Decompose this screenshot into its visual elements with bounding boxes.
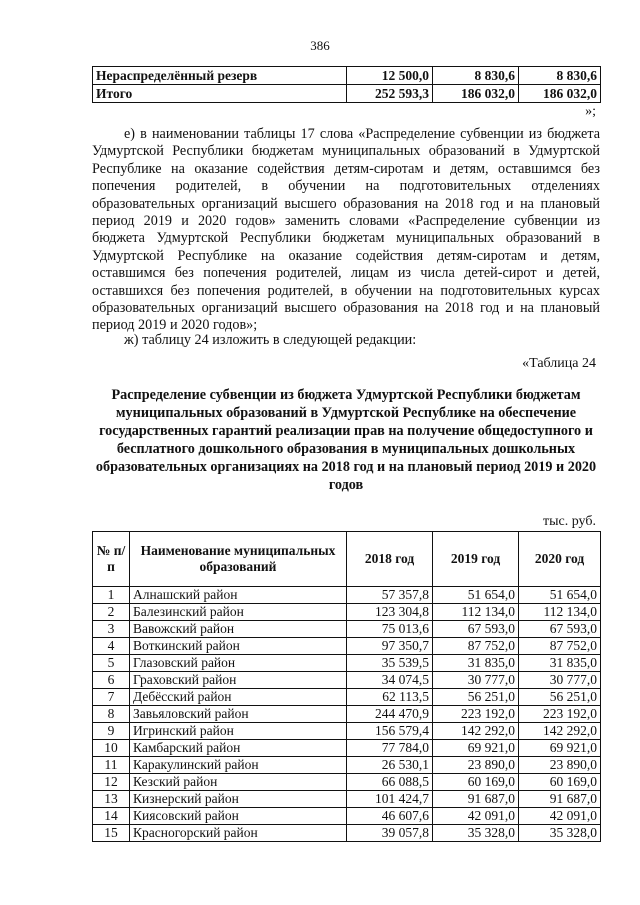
district-name-cell: Воткинский район xyxy=(130,638,347,655)
table-row xyxy=(93,740,601,757)
district-name-cell: Киясовский район xyxy=(130,808,347,825)
table-row xyxy=(93,757,601,774)
value-2019-cell: 42 091,0 xyxy=(433,808,519,825)
value-2020-cell: 142 292,0 xyxy=(519,723,601,740)
header-2018: 2018 год xyxy=(347,532,433,587)
table-body xyxy=(93,587,601,842)
value-2020-cell: 56 251,0 xyxy=(519,689,601,706)
page-number: 386 xyxy=(310,38,330,53)
district-name-cell: Балезинский район xyxy=(130,604,347,621)
number-cell: 11 xyxy=(93,757,130,774)
row-name-cell: Итого xyxy=(93,85,347,103)
table-row xyxy=(93,587,601,604)
value-2018-cell: 57 357,8 xyxy=(347,587,433,604)
header-2020: 2020 год xyxy=(519,532,601,587)
number-cell: 7 xyxy=(93,689,130,706)
value-2018-cell: 156 579,4 xyxy=(347,723,433,740)
value-2018-cell: 35 539,5 xyxy=(347,655,433,672)
table-row xyxy=(93,808,601,825)
units-label: тыс. руб. xyxy=(543,514,596,529)
value-2020-cell: 23 890,0 xyxy=(519,757,601,774)
value-2020-cell: 31 835,0 xyxy=(519,655,601,672)
value-2020-cell: 60 169,0 xyxy=(519,774,601,791)
district-name-cell: Вавожский район xyxy=(130,621,347,638)
value-2020-cell: 186 032,0 xyxy=(519,85,601,103)
table-row xyxy=(93,655,601,672)
district-name-cell: Глазовский район xyxy=(130,655,347,672)
value-2019-cell: 30 777,0 xyxy=(433,672,519,689)
district-name-cell: Кезский район xyxy=(130,774,347,791)
paragraph-zh: ж) таблицу 24 изложить в следующей редакции: xyxy=(124,332,417,348)
closing-quote: »; xyxy=(585,104,596,119)
value-2019-cell: 60 169,0 xyxy=(433,774,519,791)
district-name-cell: Каракулинский район xyxy=(130,757,347,774)
value-2020-cell: 112 134,0 xyxy=(519,604,601,621)
value-2019-cell: 67 593,0 xyxy=(433,621,519,638)
number-cell: 1 xyxy=(93,587,130,604)
header-name: Наименование муниципальных образований xyxy=(130,532,347,587)
table-number-label: «Таблица 24 xyxy=(522,356,596,371)
district-name-cell: Завьяловский район xyxy=(130,706,347,723)
value-2019-cell: 87 752,0 xyxy=(433,638,519,655)
table-row xyxy=(93,723,601,740)
table-title: Распределение субвенции из бюджета Удмуртской Республики бюджетам муниципальных образований в Удмуртской Республике на обеспечение государственных гарантий реализации прав на получение общедоступного и бесплатного дошкольного образования в муниципальных дошкольных образовательных организациях на 2018 год и на плановый период 2019 и 2020 годов xyxy=(95,387,597,493)
value-2020-cell: 69 921,0 xyxy=(519,740,601,757)
number-cell: 14 xyxy=(93,808,130,825)
table-row xyxy=(93,774,601,791)
subvention-table xyxy=(92,531,601,842)
number-cell: 3 xyxy=(93,621,130,638)
value-2018-cell: 101 424,7 xyxy=(347,791,433,808)
value-2020-cell: 87 752,0 xyxy=(519,638,601,655)
value-2019-cell: 142 292,0 xyxy=(433,723,519,740)
value-2019-cell: 69 921,0 xyxy=(433,740,519,757)
value-2018-cell: 97 350,7 xyxy=(347,638,433,655)
value-2019-cell: 91 687,0 xyxy=(433,791,519,808)
value-2019-cell: 56 251,0 xyxy=(433,689,519,706)
number-cell: 9 xyxy=(93,723,130,740)
value-2019-cell: 112 134,0 xyxy=(433,604,519,621)
value-2020-cell: 67 593,0 xyxy=(519,621,601,638)
value-2018-cell: 252 593,3 xyxy=(347,85,433,103)
district-name-cell: Алнашский район xyxy=(130,587,347,604)
row-name-cell: Нераспределённый резерв xyxy=(93,67,347,85)
table-row xyxy=(93,604,601,621)
value-2019-cell: 8 830,6 xyxy=(433,67,519,85)
district-name-cell: Дебёсский район xyxy=(130,689,347,706)
value-2018-cell: 77 784,0 xyxy=(347,740,433,757)
district-name-cell: Красногорский район xyxy=(130,825,347,842)
value-2018-cell: 62 113,5 xyxy=(347,689,433,706)
table-row xyxy=(93,85,601,103)
value-2018-cell: 26 530,1 xyxy=(347,757,433,774)
value-2018-cell: 244 470,9 xyxy=(347,706,433,723)
table-row xyxy=(93,689,601,706)
value-2020-cell: 30 777,0 xyxy=(519,672,601,689)
district-name-cell: Кизнерский район xyxy=(130,791,347,808)
number-cell: 15 xyxy=(93,825,130,842)
value-2020-cell: 91 687,0 xyxy=(519,791,601,808)
table-row xyxy=(93,672,601,689)
table-header-row xyxy=(93,532,601,587)
table-row xyxy=(93,638,601,655)
value-2018-cell: 123 304,8 xyxy=(347,604,433,621)
number-cell: 5 xyxy=(93,655,130,672)
reserve-total-table xyxy=(92,66,601,103)
header-number: № п/п xyxy=(93,532,130,587)
table-row xyxy=(93,621,601,638)
value-2020-cell: 223 192,0 xyxy=(519,706,601,723)
number-cell: 2 xyxy=(93,604,130,621)
number-cell: 4 xyxy=(93,638,130,655)
value-2019-cell: 35 328,0 xyxy=(433,825,519,842)
value-2019-cell: 31 835,0 xyxy=(433,655,519,672)
value-2020-cell: 51 654,0 xyxy=(519,587,601,604)
table-row xyxy=(93,791,601,808)
value-2019-cell: 51 654,0 xyxy=(433,587,519,604)
value-2019-cell: 23 890,0 xyxy=(433,757,519,774)
value-2020-cell: 35 328,0 xyxy=(519,825,601,842)
value-2020-cell: 8 830,6 xyxy=(519,67,601,85)
header-2019: 2019 год xyxy=(433,532,519,587)
table-row xyxy=(93,706,601,723)
value-2018-cell: 39 057,8 xyxy=(347,825,433,842)
table-row xyxy=(93,825,601,842)
value-2020-cell: 42 091,0 xyxy=(519,808,601,825)
number-cell: 12 xyxy=(93,774,130,791)
value-2018-cell: 34 074,5 xyxy=(347,672,433,689)
value-2018-cell: 75 013,6 xyxy=(347,621,433,638)
paragraph-e: е) в наименовании таблицы 17 слова «Распределение субвенции из бюджета Удмуртской Республики бюджетам муниципальных образований в Удмуртской Республике на оказание содействия детям-сиротам и детям, оставшимся без попечения родителей, в обучении на подготовительных отделениях образовательных организаций высшего образования на 2018 год и на плановый период 2019 и 2020 годов» заменить словами «Распределение субвенции из бюджета Удмуртской Республики бюджетам муниципальных образований в Удмуртской Республике на оказание содействия детям-сиротам и детям, оставшимся без попечения родителей, лицам из числа детей-сирот и детей, оставшихся без попечения родителей, в обучении на подготовительных курсах образовательных организаций высшего образования на 2018 год и на плановый период 2019 и 2020 годов»; xyxy=(92,126,600,334)
number-cell: 6 xyxy=(93,672,130,689)
district-name-cell: Граховский район xyxy=(130,672,347,689)
district-name-cell: Игринский район xyxy=(130,723,347,740)
table-row xyxy=(93,67,601,85)
value-2019-cell: 186 032,0 xyxy=(433,85,519,103)
number-cell: 8 xyxy=(93,706,130,723)
value-2019-cell: 223 192,0 xyxy=(433,706,519,723)
value-2018-cell: 66 088,5 xyxy=(347,774,433,791)
district-name-cell: Камбарский район xyxy=(130,740,347,757)
number-cell: 13 xyxy=(93,791,130,808)
value-2018-cell: 46 607,6 xyxy=(347,808,433,825)
value-2018-cell: 12 500,0 xyxy=(347,67,433,85)
number-cell: 10 xyxy=(93,740,130,757)
